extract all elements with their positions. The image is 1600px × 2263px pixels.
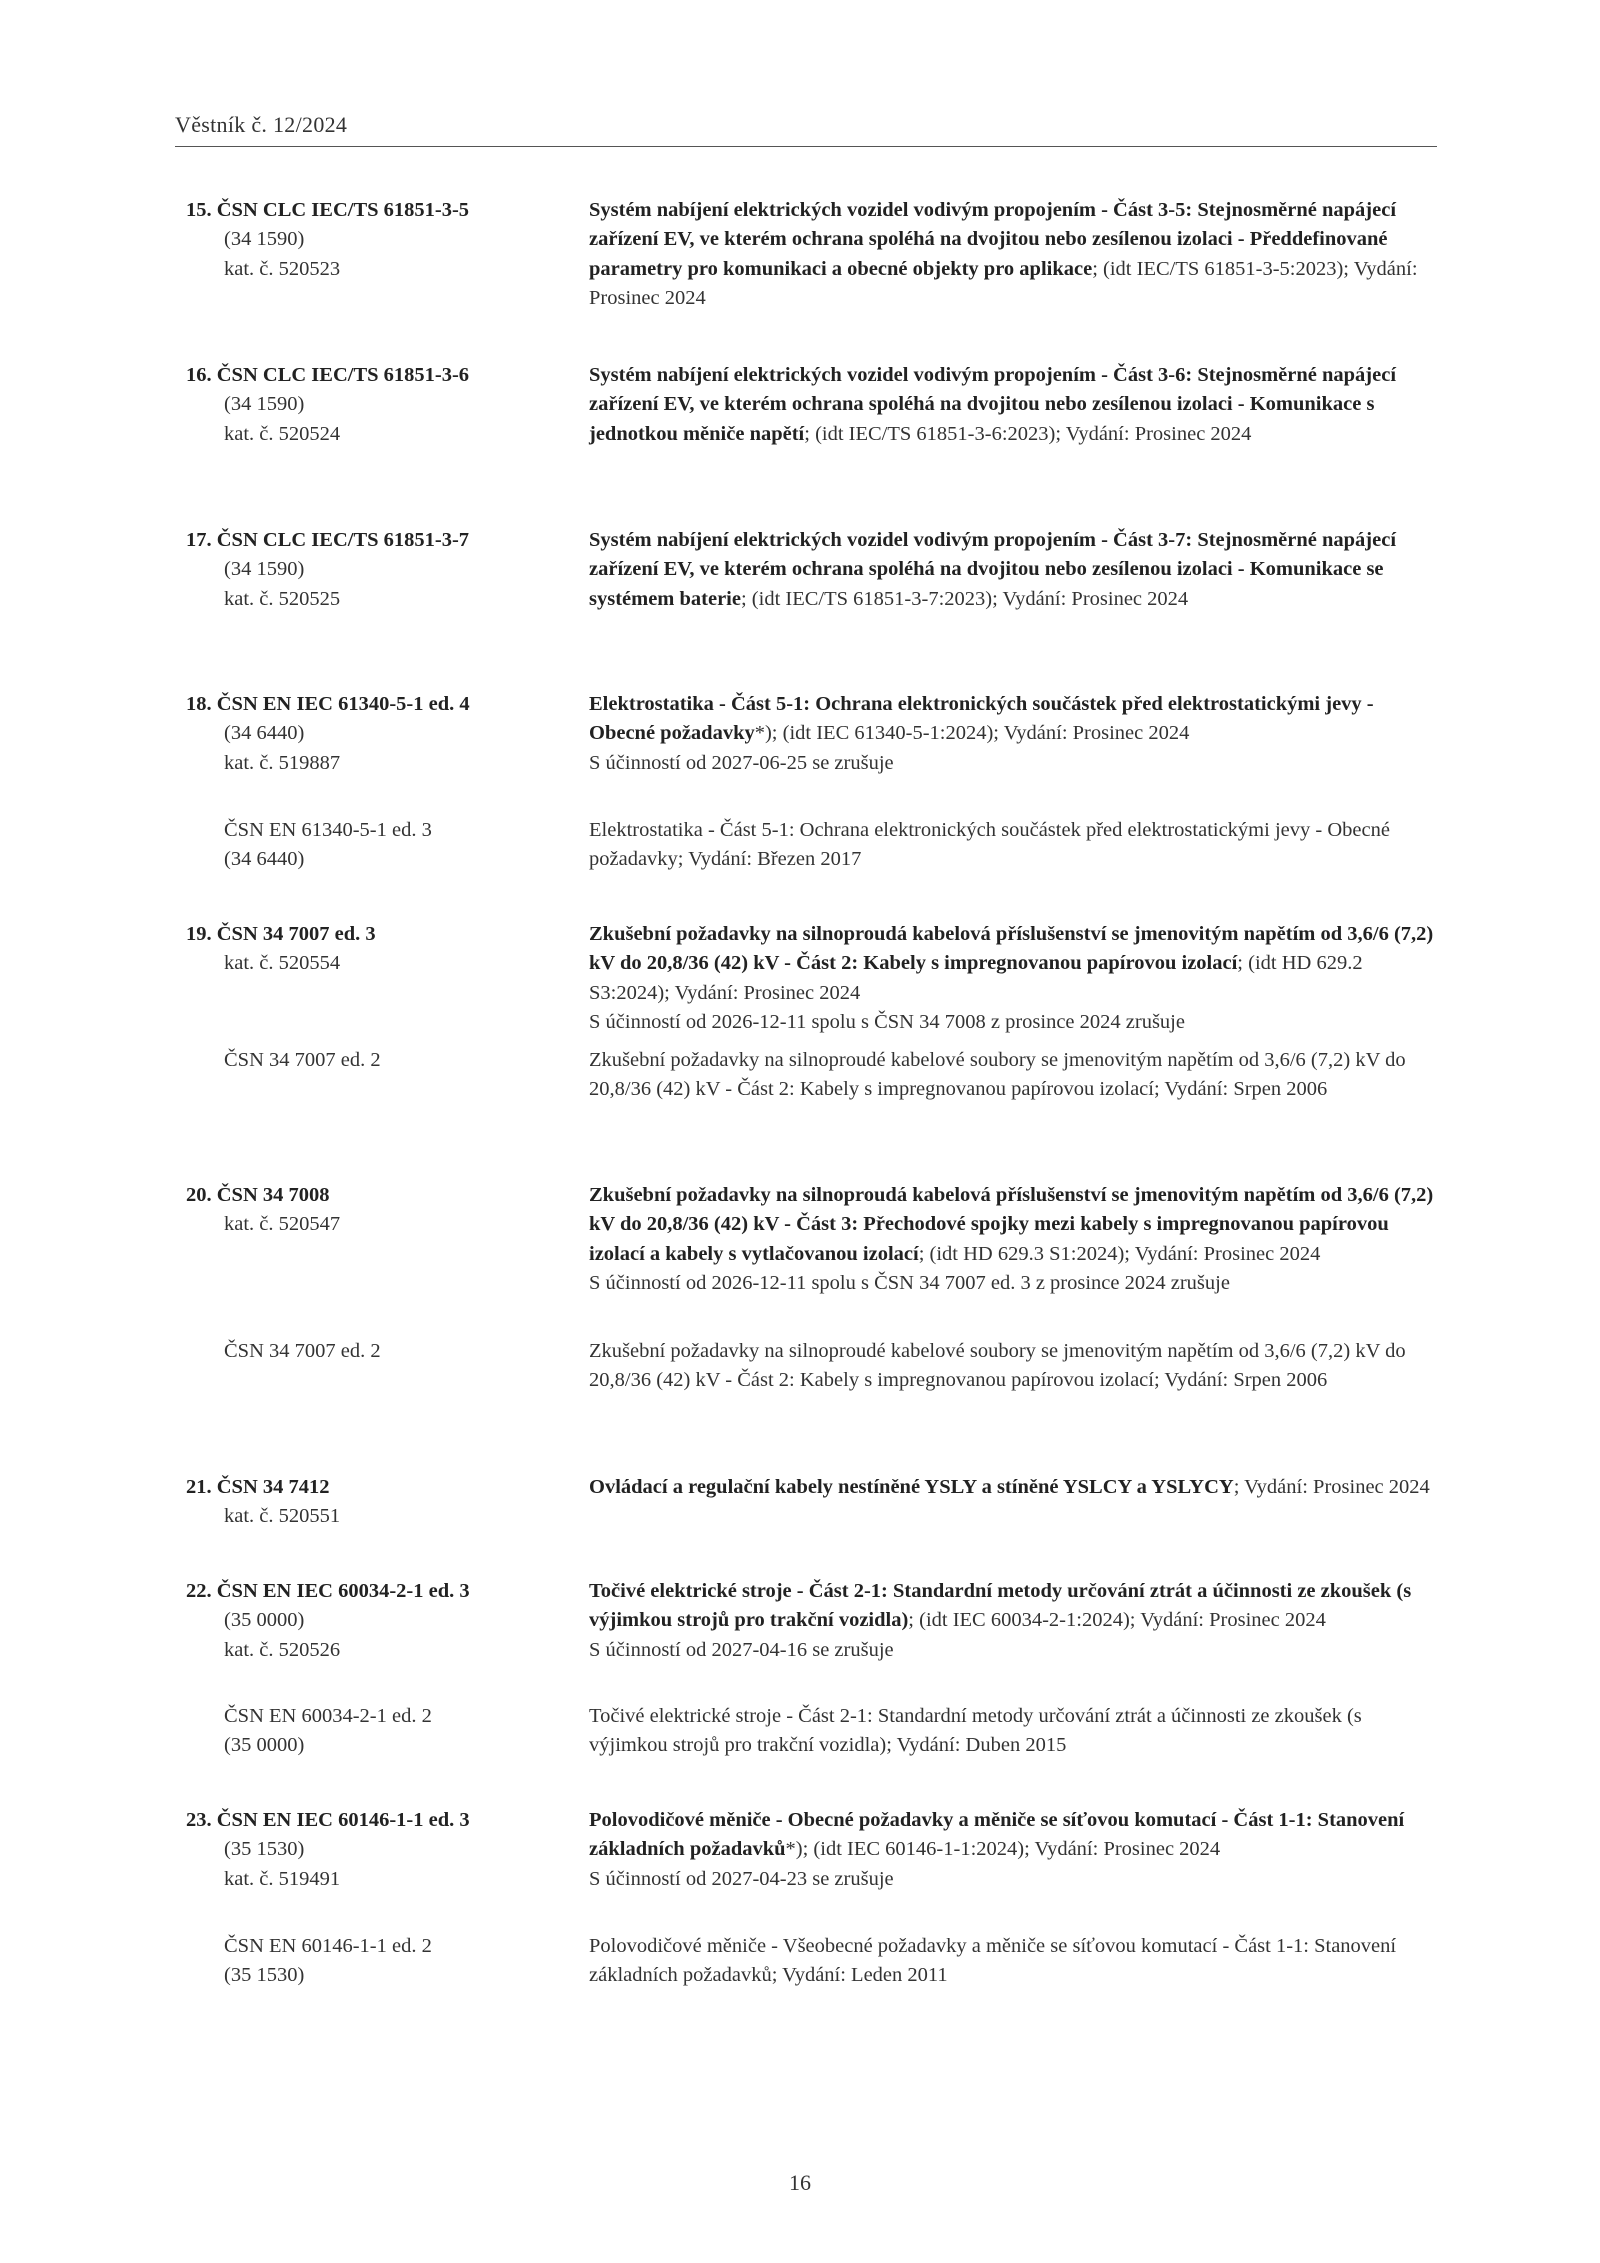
standard-code: 15. ČSN CLC IEC/TS 61851-3-5	[186, 199, 470, 221]
replaced-identifiers	[186, 1046, 586, 1075]
catalog-number: kat. č. 520551	[224, 1505, 341, 1528]
standard-details: ; (idt IEC 60034-2-1:2024); Vydání: Prosinec 2024	[908, 1609, 1326, 1632]
classification-number: (34 1590)	[224, 393, 305, 416]
standard-details: ; (idt IEC/TS 61851-3-6:2023); Vydání: Prosinec 2024	[804, 422, 1252, 445]
standard-description	[589, 1806, 1439, 1894]
standard-identifiers	[186, 1577, 586, 1665]
validity-note: S účinností od 2026-12-11 spolu s ČSN 34 7008 z prosince 2024 zrušuje	[589, 1011, 1185, 1034]
standard-details: ; (idt HD 629.2 S3:2024); Vydání: Prosinec 2024	[589, 952, 1363, 1004]
standard-code: 21. ČSN 34 7412	[186, 1476, 330, 1498]
standard-title: Systém nabíjení elektrických vozidel vodivým propojením - Část 3-6: Stejnosměrné napájecí zařízení EV, ve kterém ochrana spoléhá na dvojitou nebo zesílenou izolaci - Komunikace s jednotkou měniče napětí	[589, 364, 1397, 445]
replaced-code: ČSN 34 7007 ed. 2	[224, 1049, 381, 1071]
validity-note: S účinností od 2027-04-23 se zrušuje	[589, 1867, 894, 1890]
replaced-identifiers	[186, 1932, 586, 1991]
standard-identifiers	[186, 1181, 586, 1240]
replaced-title: Zkušební požadavky na silnoproudé kabelové soubory se jmenovitým napětím od 3,6/6 (7,2) kV do 20,8/36 (42) kV - Část 2: Kabely s impregnovanou papírovou izolací; Vydání: Srpen 2006	[589, 1049, 1406, 1101]
standard-description	[589, 1181, 1439, 1299]
standard-identifiers	[186, 920, 586, 979]
replaced-description	[589, 1046, 1439, 1105]
standard-code: 19. ČSN 34 7007 ed. 3	[186, 923, 376, 945]
standard-title: Systém nabíjení elektrických vozidel vodivým propojením - Část 3-7: Stejnosměrné napájecí zařízení EV, ve kterém ochrana spoléhá na dvojitou nebo zesílenou izolaci - Komunikace se systémem baterie	[589, 529, 1397, 610]
standard-identifiers	[186, 361, 586, 449]
standard-details: *); (idt IEC 60146-1-1:2024); Vydání: Prosinec 2024	[785, 1838, 1221, 1861]
bulletin-title: Věstník č. 12/2024	[175, 112, 348, 137]
replaced-code: ČSN 34 7007 ed. 2	[224, 1340, 381, 1362]
replaced-description	[589, 816, 1439, 875]
standard-code: 22. ČSN EN IEC 60034-2-1 ed. 3	[186, 1580, 470, 1602]
standard-title: Zkušební požadavky na silnoproudá kabelová příslušenství se jmenovitým napětím od 3,6/6 (7,2) kV do 20,8/36 (42) kV - Část 2: Kabely s impregnovanou papírovou izolací	[589, 923, 1434, 975]
replaced-title: Točivé elektrické stroje - Část 2-1: Standardní metody určování ztrát a účinnosti ze zkoušek (s výjimkou strojů pro trakční vozidla); Vydání: Duben 2015	[589, 1705, 1362, 1757]
catalog-number: kat. č. 520525	[224, 587, 341, 610]
replaced-description	[589, 1337, 1439, 1396]
standard-title: Zkušební požadavky na silnoproudá kabelová příslušenství se jmenovitým napětím od 3,6/6 (7,2) kV do 20,8/36 (42) kV - Část 3: Přechodové spojky mezi kabely s impregnovanou papírovou izolací a kabely s vytlačovanou izolací	[589, 1184, 1434, 1265]
standard-details: ; (idt HD 629.3 S1:2024); Vydání: Prosinec 2024	[918, 1242, 1321, 1265]
replaced-classification: (35 1530)	[224, 1964, 305, 1987]
standard-title: Elektrostatika - Část 5-1: Ochrana elektronických součástek před elektrostatickými jevy - Obecné požadavky	[589, 693, 1374, 745]
replaced-identifiers	[186, 1702, 586, 1761]
standard-code: 23. ČSN EN IEC 60146-1-1 ed. 3	[186, 1809, 470, 1831]
standard-description	[589, 196, 1439, 314]
page-number: 16	[789, 2170, 811, 2195]
replaced-code: ČSN EN 60146-1-1 ed. 2	[224, 1935, 432, 1957]
standard-title: Systém nabíjení elektrických vozidel vodivým propojením - Část 3-5: Stejnosměrné napájecí zařízení EV, ve kterém ochrana spoléhá na dvojitou nebo zesílenou izolaci - Předdefinované parametry pro komunikaci a obecné objekty pro aplikace	[589, 199, 1397, 280]
replaced-title: Zkušební požadavky na silnoproudé kabelové soubory se jmenovitým napětím od 3,6/6 (7,2) kV do 20,8/36 (42) kV - Část 2: Kabely s impregnovanou papírovou izolací; Vydání: Srpen 2006	[589, 1340, 1406, 1392]
catalog-number: kat. č. 519491	[224, 1867, 341, 1890]
classification-number: (35 0000)	[224, 1609, 305, 1632]
standard-title: Ovládací a regulační kabely nestíněné YSLY a stíněné YSLCY a YSLYCY	[589, 1476, 1234, 1498]
replaced-identifiers	[186, 816, 586, 875]
catalog-number: kat. č. 520547	[224, 1213, 341, 1236]
classification-number: (34 1590)	[224, 228, 305, 251]
validity-note: S účinností od 2026-12-11 spolu s ČSN 34 7007 ed. 3 z prosince 2024 zrušuje	[589, 1272, 1230, 1295]
standard-description	[589, 526, 1439, 614]
replaced-classification: (35 0000)	[224, 1734, 305, 1757]
standard-description	[589, 361, 1439, 449]
replaced-code: ČSN EN 60034-2-1 ed. 2	[224, 1705, 432, 1727]
catalog-number: kat. č. 520524	[224, 422, 341, 445]
standard-description	[589, 690, 1439, 778]
replaced-title: Elektrostatika - Část 5-1: Ochrana elektronických součástek před elektrostatickými jevy - Obecné požadavky; Vydání: Březen 2017	[589, 819, 1390, 871]
replaced-title: Polovodičové měniče - Všeobecné požadavky a měniče se síťovou komutací - Část 1-1: Stanovení základních požadavků; Vydání: Leden 2011	[589, 1935, 1397, 1987]
replaced-identifiers	[186, 1337, 586, 1366]
catalog-number: kat. č. 520526	[224, 1638, 341, 1661]
catalog-number: kat. č. 519887	[224, 751, 341, 774]
standard-description	[589, 1577, 1439, 1665]
replaced-description	[589, 1702, 1439, 1761]
standard-details: ; Vydání: Prosinec 2024	[1233, 1476, 1430, 1498]
standard-identifiers	[186, 1473, 586, 1532]
standard-code: 17. ČSN CLC IEC/TS 61851-3-7	[186, 529, 470, 551]
page-header	[175, 112, 1437, 147]
standard-identifiers	[186, 526, 586, 614]
standard-title: Polovodičové měniče - Obecné požadavky a měniče se síťovou komutací - Část 1-1: Stanovení základních požadavků	[589, 1809, 1405, 1861]
catalog-number: kat. č. 520554	[224, 952, 341, 975]
standard-code: 18. ČSN EN IEC 61340-5-1 ed. 4	[186, 693, 470, 715]
standard-title: Točivé elektrické stroje - Část 2-1: Standardní metody určování ztrát a účinnosti ze zkoušek (s výjimkou strojů pro trakční vozidla)	[589, 1580, 1412, 1632]
standard-details: ; (idt IEC/TS 61851-3-5:2023); Vydání: Prosinec 2024	[589, 257, 1418, 310]
standard-identifiers	[186, 196, 586, 284]
standard-details: *); (idt IEC 61340-5-1:2024); Vydání: Prosinec 2024	[754, 722, 1190, 745]
classification-number: (34 6440)	[224, 722, 305, 745]
replaced-description	[589, 1932, 1439, 1991]
standard-details: ; (idt IEC/TS 61851-3-7:2023); Vydání: Prosinec 2024	[740, 587, 1189, 610]
validity-note: S účinností od 2027-06-25 se zrušuje	[589, 751, 894, 774]
standard-code: 20. ČSN 34 7008	[186, 1184, 330, 1206]
classification-number: (35 1530)	[224, 1838, 305, 1861]
classification-number: (34 1590)	[224, 558, 305, 581]
standard-identifiers	[186, 1806, 586, 1894]
replaced-classification: (34 6440)	[224, 848, 305, 871]
standard-description	[589, 1473, 1439, 1502]
standard-code: 16. ČSN CLC IEC/TS 61851-3-6	[186, 364, 470, 386]
standard-description	[589, 920, 1439, 1038]
catalog-number: kat. č. 520523	[224, 257, 341, 280]
standard-identifiers	[186, 690, 586, 778]
replaced-code: ČSN EN 61340-5-1 ed. 3	[224, 819, 432, 841]
validity-note: S účinností od 2027-04-16 se zrušuje	[589, 1638, 894, 1661]
